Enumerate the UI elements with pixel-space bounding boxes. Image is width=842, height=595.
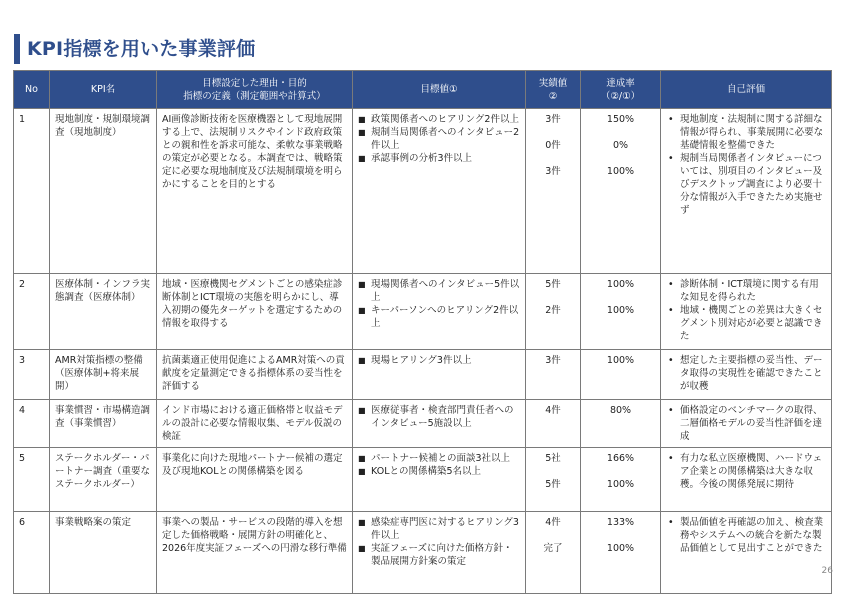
rate-value: 80% <box>609 405 632 416</box>
target-item: ■ 実証フェーズに向けた価格方針・製品展開方針案の策定 <box>358 542 520 568</box>
row-evaluation <box>661 274 832 350</box>
actual-value: 3件 <box>545 114 561 125</box>
header-target: 目標値① <box>353 71 526 109</box>
kpi-table <box>13 70 832 594</box>
row-targets <box>353 274 526 350</box>
row-targets <box>353 448 526 512</box>
rate-value: 100% <box>606 479 635 490</box>
rate-value: 100% <box>606 305 635 316</box>
row-evaluation <box>661 512 832 594</box>
row-rates <box>581 109 661 274</box>
actual-value: 3件 <box>545 355 561 366</box>
table-header-row <box>14 71 832 109</box>
table-row <box>14 109 832 274</box>
row-actuals <box>526 274 581 350</box>
eval-item: • 規制当局関係者インタビューについては、別項目のインタビュー及びデスクトップ調査により必要十分な情報が入手できたため実施せず <box>666 152 826 217</box>
header-reason: 目標設定した理由・目的 指標の定義（測定範囲や計算式） <box>157 71 353 109</box>
actual-value: 4件 <box>545 405 561 416</box>
actual-value: 5件 <box>545 279 561 290</box>
row-reason: 抗菌薬適正使用促進によるAMR対策への貢献度を定量測定できる指標体系の妥当性を評価する <box>157 350 353 400</box>
header-actual: 実績値 ② <box>526 71 581 109</box>
header-eval: 自己評価 <box>661 71 832 109</box>
eval-item: • 製品価値を再確認の加え、検査業務やシステムへの統合を新たな製品価値として見出すことができた <box>666 516 826 555</box>
row-actuals <box>526 109 581 274</box>
row-evaluation <box>661 448 832 512</box>
row-actuals <box>526 512 581 594</box>
page-title: KPI指標を用いた事業評価 <box>27 38 256 60</box>
row-kpi-name: 事業戦略案の策定 <box>50 512 157 594</box>
row-no: 6 <box>14 512 50 594</box>
actual-value: 5社 <box>545 453 561 464</box>
target-item: ■ KOLとの関係構築5名以上 <box>358 465 520 478</box>
row-evaluation <box>661 350 832 400</box>
eval-item: • 有力な私立医療機関、ハードウェア企業との関係構築は大きな収穫。今後の関係発展に期待 <box>666 452 826 491</box>
row-no: 5 <box>14 448 50 512</box>
row-reason: 事業化に向けた現地パートナー候補の選定及び現地KOLとの関係構築を図る <box>157 448 353 512</box>
header-kpi: KPI名 <box>50 71 157 109</box>
row-no: 4 <box>14 400 50 448</box>
rate-value: 166% <box>606 453 635 464</box>
target-item: ■ 規制当局関係者へのインタビュー2件以上 <box>358 126 520 152</box>
table-row <box>14 448 832 512</box>
header-no: No <box>14 71 50 109</box>
target-item: ■ 現場ヒアリング3件以上 <box>358 354 520 367</box>
eval-item: • 想定した主要指標の妥当性、データ取得の実現性を確認できたことが収穫 <box>666 354 826 393</box>
target-item: ■ 現場関係者へのインタビュー5件以上 <box>358 278 520 304</box>
row-rates <box>581 400 661 448</box>
table-row <box>14 350 832 400</box>
row-kpi-name: ステークホルダー・パートナー調査（重要なステークホルダー） <box>50 448 157 512</box>
row-actuals <box>526 448 581 512</box>
title-accent-bar <box>14 34 20 64</box>
rate-value: 0% <box>612 140 629 151</box>
eval-item: • 価格設定のベンチマークの取得、二層価格モデルの妥当性評価を達成 <box>666 404 826 443</box>
target-item: ■ 医療従事者・検査部門責任者へのインタビュー5施設以上 <box>358 404 520 430</box>
rate-value: 150% <box>606 114 635 125</box>
rate-value: 133% <box>606 517 635 528</box>
actual-value: 0件 <box>545 140 561 151</box>
row-kpi-name: 事業慣習・市場構造調査（事業慣習） <box>50 400 157 448</box>
row-reason: AI画像診断技術を医療機器として現地展開する上で、法規制リスクやインド政府政策との親和性を訴求可能な、柔軟な事業戦略の策定が必要となる。本調査では、戦略策定に必要な現地制度及び法規制環境を明らかにすることを目的とする <box>157 109 353 274</box>
target-item: ■ 感染症専門医に対するヒアリング3件以上 <box>358 516 520 542</box>
row-targets <box>353 350 526 400</box>
actual-value: 5件 <box>545 479 561 490</box>
table-row <box>14 400 832 448</box>
row-rates <box>581 512 661 594</box>
row-rates <box>581 448 661 512</box>
row-evaluation <box>661 400 832 448</box>
eval-item: • 現地制度・法規制に関する詳細な情報が得られ、事業展開に必要な基礎情報を整備できた <box>666 113 826 152</box>
rate-value: 100% <box>606 355 635 366</box>
rate-value: 100% <box>606 166 635 177</box>
row-reason: 地域・医療機関セグメントごとの感染症診断体制とICT環境の実態を明らかにし、導入初期の優先ターゲットを選定するための情報を取得する <box>157 274 353 350</box>
row-targets <box>353 109 526 274</box>
page-number: 26 <box>821 566 833 576</box>
target-item: ■ キーパーソンへのヒアリング2件以上 <box>358 304 520 330</box>
row-reason: 事業への製品・サービスの段階的導入を想定した価格戦略・展開方針の明確化と、2026年度実証フェーズへの円滑な移行準備 <box>157 512 353 594</box>
rate-value: 100% <box>606 543 635 554</box>
row-kpi-name: 現地制度・規制環境調査（現地制度） <box>50 109 157 274</box>
row-actuals <box>526 400 581 448</box>
table-row <box>14 512 832 594</box>
row-rates <box>581 274 661 350</box>
row-kpi-name: 医療体制・インフラ実態調査（医療体制） <box>50 274 157 350</box>
eval-item: • 診断体制・ICT環境に関する有用な知見を得られた <box>666 278 826 304</box>
row-no: 1 <box>14 109 50 274</box>
header-rate: 達成率 （②/①） <box>581 71 661 109</box>
target-item: ■ 政策関係者へのヒアリング2件以上 <box>358 113 520 126</box>
row-actuals <box>526 350 581 400</box>
row-rates <box>581 350 661 400</box>
actual-value: 3件 <box>545 166 561 177</box>
actual-value: 4件 <box>545 517 561 528</box>
row-no: 3 <box>14 350 50 400</box>
eval-item: • 地域・機関ごとの差異は大きくセグメント別対応が必要と認識できた <box>666 304 826 343</box>
actual-value: 2件 <box>545 305 561 316</box>
rate-value: 100% <box>606 279 635 290</box>
row-targets <box>353 400 526 448</box>
row-no: 2 <box>14 274 50 350</box>
target-item: ■ 承認事例の分析3件以上 <box>358 152 520 165</box>
row-targets <box>353 512 526 594</box>
actual-value: 完了 <box>543 543 563 554</box>
row-kpi-name: AMR対策指標の整備（医療体制+将来展開） <box>50 350 157 400</box>
table-row <box>14 274 832 350</box>
row-evaluation <box>661 109 832 274</box>
row-reason: インド市場における適正価格帯と収益モデルの設計に必要な情報収集、モデル仮説の検証 <box>157 400 353 448</box>
target-item: ■ パートナー候補との面談3社以上 <box>358 452 520 465</box>
